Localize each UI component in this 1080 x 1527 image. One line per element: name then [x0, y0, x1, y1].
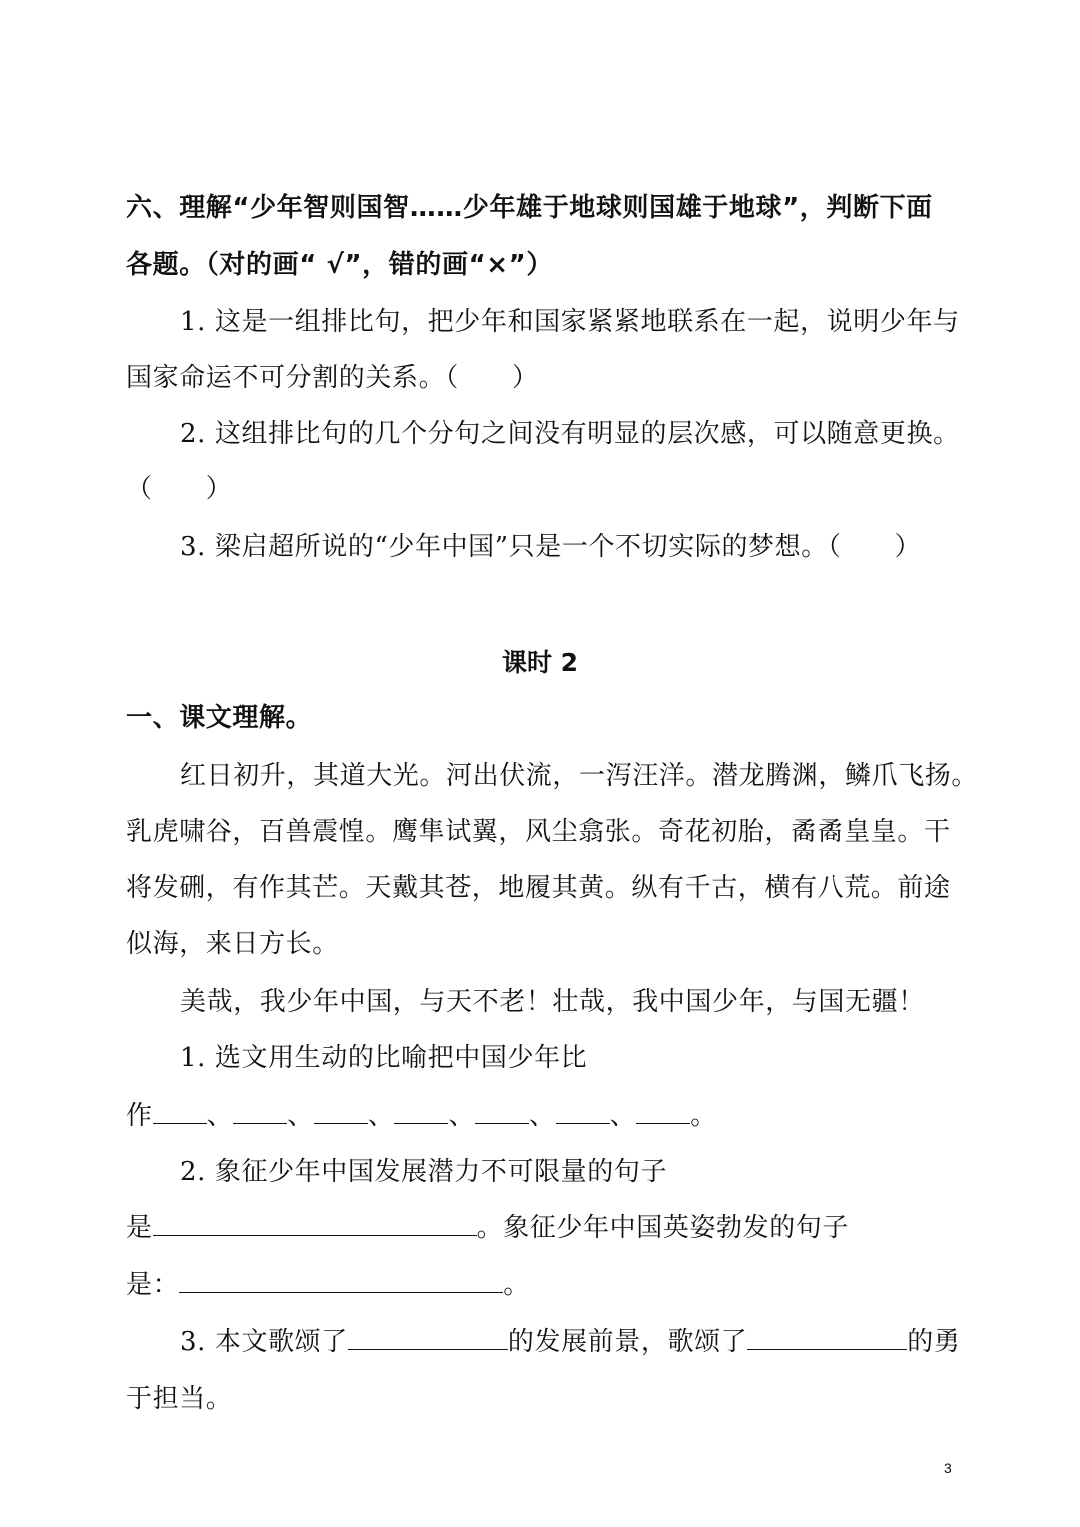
passage-line-1: 红日初升，其道大光。河出伏流，一泻汪洋。潜龙腾渊，鳞爪飞扬。 — [180, 761, 979, 791]
answer-blank-4[interactable] — [394, 1099, 448, 1124]
q3-mid-text: 的发展前景，歌颂了 — [507, 1327, 748, 1357]
end-mark: 。 — [503, 1270, 530, 1300]
answer-blank-1[interactable] — [153, 1099, 207, 1124]
section6-question-1-line1: 1. 这是一组排比句，把少年和国家紧紧地联系在一起，说明少年与 — [180, 307, 960, 337]
separator: 、 — [206, 1101, 234, 1131]
section6-heading-line2: 各题。（对的画“ √”，错的画“×”） — [126, 250, 553, 280]
q3-suffix: 的勇 — [907, 1327, 961, 1357]
passage-line-3: 将发硎，有作其芒。天戴其苍，地履其黄。纵有千古，横有八荒。前途 — [126, 873, 951, 903]
section6-question-3: 3. 梁启超所说的“少年中国”只是一个不切实际的梦想。（ ） — [180, 532, 922, 562]
separator: 、 — [609, 1101, 637, 1131]
passage-line-5: 美哉，我少年中国，与天不老！壮哉，我中国少年，与国无疆！ — [180, 987, 925, 1017]
answer-blank-responsibility[interactable] — [747, 1325, 907, 1350]
q2-prefix2: 是： — [126, 1270, 180, 1300]
page-number: 3 — [944, 1460, 952, 1476]
lesson2-question-2-line2 — [126, 1211, 849, 1245]
answer-blank-6[interactable] — [556, 1099, 610, 1124]
section6-question-2-line2: （ ） — [126, 474, 233, 504]
passage-line-4: 似海，来日方长。 — [126, 929, 339, 959]
answer-blank-7[interactable] — [636, 1099, 690, 1124]
answer-blank-2[interactable] — [233, 1099, 287, 1124]
passage-line-2: 乳虎啸谷，百兽震惶。鹰隼试翼，风尘翕张。奇花初胎，矞矞皇皇。干 — [126, 817, 951, 847]
separator: 、 — [367, 1101, 395, 1131]
q1-prefix: 作 — [126, 1101, 153, 1131]
separator: 、 — [287, 1101, 314, 1131]
q3-prefix: 3. 本文歌颂了 — [180, 1327, 348, 1357]
separator: 、 — [448, 1101, 476, 1131]
lesson2-question-2-line3 — [126, 1268, 530, 1302]
answer-blank-potential-sentence[interactable] — [153, 1211, 477, 1236]
q2-mid-text: 。象征少年中国英姿勃发的句子 — [476, 1213, 850, 1243]
answer-blank-prospect[interactable] — [348, 1325, 508, 1350]
lesson2-question-2-line1: 2. 象征少年中国发展潜力不可限量的句子 — [180, 1157, 668, 1187]
lesson2-question-3-line1 — [180, 1325, 960, 1359]
lesson-title: 课时 2 — [501, 648, 579, 677]
section6-question-1-line2: 国家命运不可分割的关系。（ ） — [126, 363, 539, 393]
q2-prefix: 是 — [126, 1213, 153, 1243]
lesson2-question-1-line1: 1. 选文用生动的比喻把中国少年比 — [180, 1043, 588, 1073]
answer-blank-spirit-sentence[interactable] — [179, 1268, 503, 1293]
lesson2-question-3-line2: 于担当。 — [126, 1384, 233, 1414]
separator: 、 — [529, 1101, 556, 1131]
section6-heading-line1: 六、理解“少年智则国智……少年雄于地球则国雄于地球”，判断下面 — [126, 193, 933, 223]
end-mark: 。 — [690, 1101, 717, 1131]
answer-blank-5[interactable] — [475, 1099, 529, 1124]
section6-question-2-line1: 2. 这组排比句的几个分句之间没有明显的层次感，可以随意更换。 — [180, 419, 960, 449]
answer-blank-3[interactable] — [314, 1099, 368, 1124]
lesson2-question-1-answer-line — [126, 1099, 717, 1133]
lesson2-heading: 一、课文理解。 — [126, 703, 313, 733]
